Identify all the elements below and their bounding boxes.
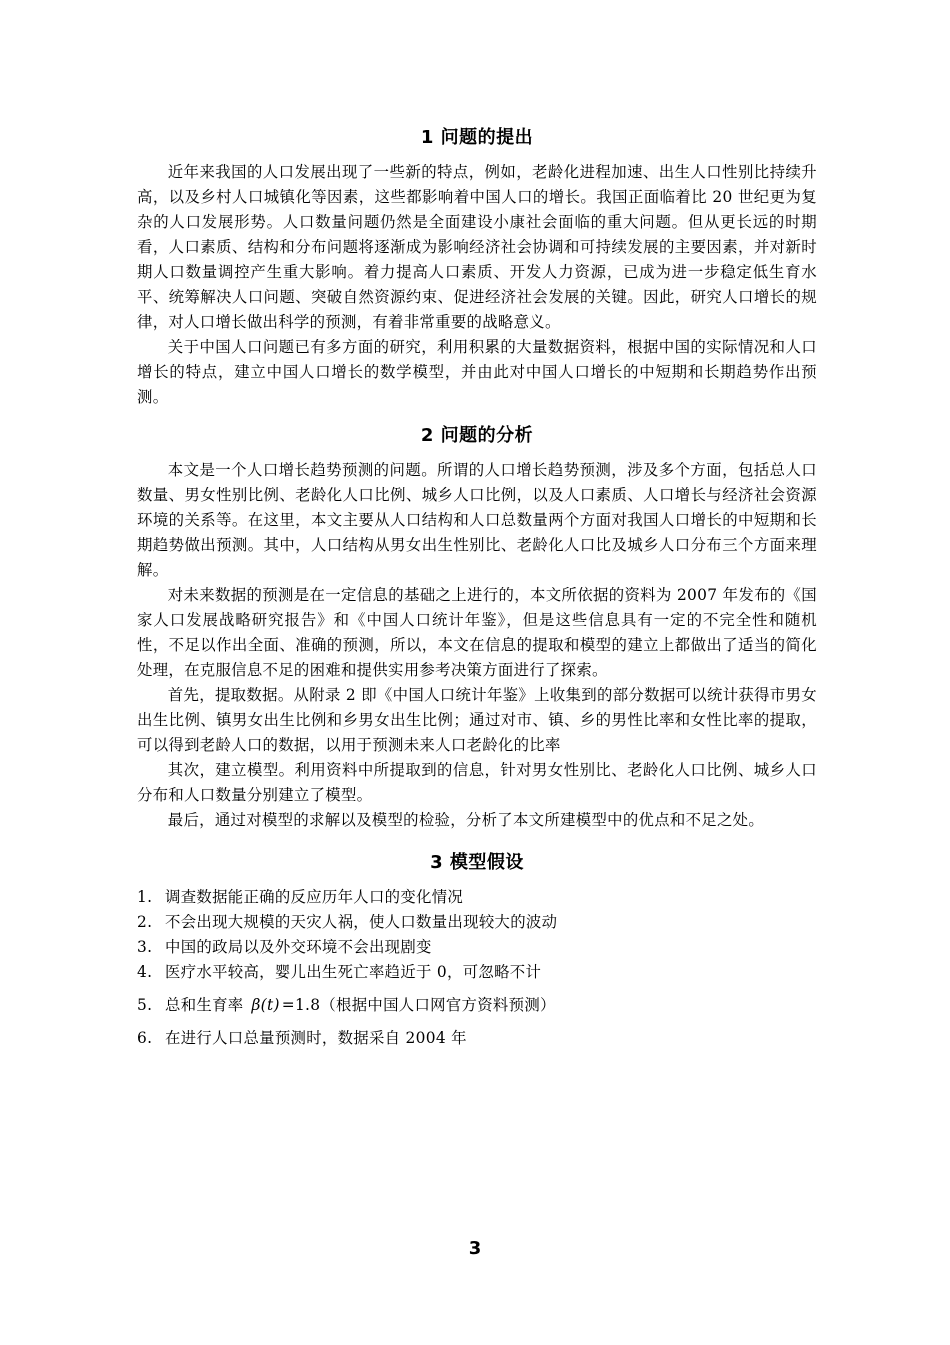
list-number: 1. — [137, 888, 153, 906]
list-text: 中国的政局以及外交环境不会出现剧变 — [165, 938, 432, 956]
list-number: 2. — [137, 913, 153, 931]
list-text: 医疗水平较高，婴儿出生死亡率趋近于 0，可忽略不计 — [165, 963, 542, 981]
section-heading: 3 模型假设 — [430, 852, 524, 873]
list-text: =1.8（根据中国人口网官方资料预测） — [281, 996, 556, 1014]
list-item — [137, 993, 817, 1018]
list-item — [137, 960, 817, 985]
paragraph: 关于中国人口问题已有多方面的研究，利用积累的大量数据资料，根据中国的实际情况和人口增长的特点，建立中国人口增长的数学模型，并由此对中国人口增长的中短期和长期趋势作出预测。 — [137, 338, 817, 406]
section-problem-analysis — [137, 422, 817, 833]
paragraph: 对未来数据的预测是在一定信息的基础之上进行的，本文所依据的资料为 2007 年发布的《国家人口发展战略研究报告》和《中国人口统计年鉴》，但是这些信息具有一定的不完全性和随机性，不足以作出全面、准确的预测，所以，本文在信息的提取和模型的建立上都做出了适当的简化处理，在克服信息不足的困难和提供实用参考决策方面进行了探索。 — [137, 586, 817, 679]
assumption-list — [137, 885, 817, 1051]
paragraph: 首先，提取数据。从附录 2 即《中国人口统计年鉴》上收集到的部分数据可以统计获得市男女出生比例、镇男女出生比例和乡男女出生比例；通过对市、镇、乡的男性比率和女性比率的提取，可以得到老龄人口的数据，以用于预测未来人口老龄化的比率 — [137, 686, 817, 754]
section-problem-statement — [137, 124, 817, 410]
list-text: 在进行人口总量预测时，数据采自 2004 年 — [165, 1029, 467, 1047]
section-heading: 2 问题的分析 — [420, 425, 534, 446]
paragraph: 近年来我国的人口发展出现了一些新的特点，例如，老龄化进程加速、出生人口性别比持续升高，以及乡村人口城镇化等因素，这些都影响着中国人口的增长。我国正面临着比 20 世纪更为复杂的人口发展形势。人口数量问题仍然是全面建设小康社会面临的重大问题。但从更长远的时期看，人口素质、结构和分布问题将逐渐成为影响经济社会协调和可持续发展的主要因素，并对新时期人口数量调控产生重大影响。着力提高人口素质、开发人力资源，已成为进一步稳定低生育水平、统筹解决人口问题、突破自然资源约束、促进经济社会发展的关键。因此，研究人口增长的规律，对人口增长做出科学的预测，有着非常重要的战略意义。 — [137, 163, 817, 331]
list-number: 3. — [137, 938, 153, 956]
list-text: 总和生育率 — [165, 996, 244, 1014]
list-text: 调查数据能正确的反应历年人口的变化情况 — [165, 888, 464, 906]
list-item — [137, 1026, 817, 1051]
list-item — [137, 910, 817, 935]
section-heading: 1 问题的提出 — [420, 127, 534, 148]
paragraph: 本文是一个人口增长趋势预测的问题。所谓的人口增长趋势预测，涉及多个方面，包括总人口数量、男女性别比例、老龄化人口比例、城乡人口比例，以及人口素质、人口增长与经济社会资源环境的关系等。在这里，本文主要从人口结构和人口总数量两个方面对我国人口增长的中短期和长期趋势做出预测。其中，人口结构从男女出生性别比、老龄化人口比及城乡人口分布三个方面来理解。 — [137, 461, 817, 579]
list-text: 不会出现大规模的天灾人祸，使人口数量出现较大的波动 — [165, 913, 558, 931]
page-body — [137, 118, 817, 1051]
list-item — [137, 885, 817, 910]
list-item — [137, 935, 817, 960]
list-number: 6. — [137, 1029, 153, 1047]
list-number: 5. — [137, 996, 153, 1014]
math-formula: β(t) — [251, 996, 280, 1014]
page-number: 3 — [468, 1238, 482, 1259]
list-number: 4. — [137, 963, 153, 981]
section-model-assumptions — [137, 849, 817, 1051]
paragraph: 最后，通过对模型的求解以及模型的检验，分析了本文所建模型中的优点和不足之处。 — [167, 811, 765, 829]
paragraph: 其次，建立模型。利用资料中所提取到的信息，针对男女性别比、老龄化人口比例、城乡人口分布和人口数量分别建立了模型。 — [137, 761, 817, 804]
